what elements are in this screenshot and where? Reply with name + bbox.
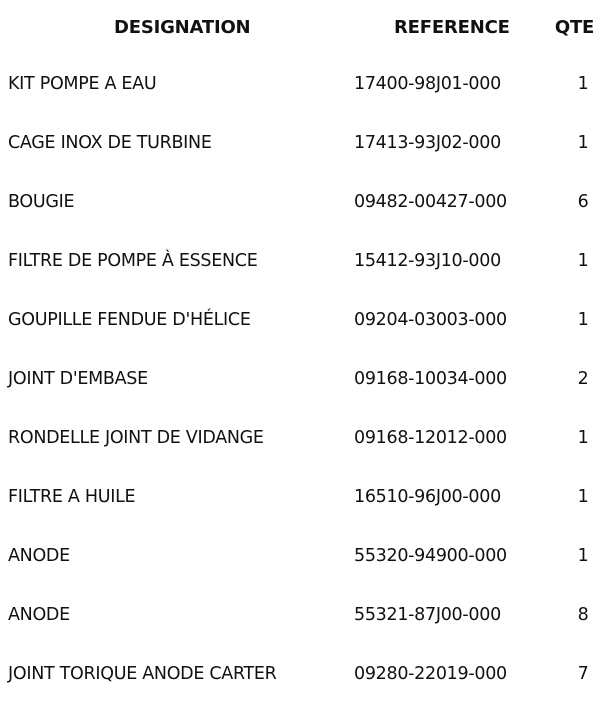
cell-designation: RONDELLE JOINT DE VIDANGE (8, 427, 264, 448)
table-row (0, 644, 600, 703)
cell-qte: 1 (577, 486, 589, 507)
table-row (0, 113, 600, 172)
cell-designation: JOINT TORIQUE ANODE CARTER (8, 663, 277, 684)
table-row (0, 467, 600, 526)
cell-qte: 1 (577, 250, 589, 271)
cell-reference: 09482-00427-000 (354, 191, 507, 212)
table-row (0, 231, 600, 290)
cell-designation: ANODE (8, 545, 70, 566)
column-header-qte: QTE (554, 16, 595, 38)
cell-designation: ANODE (8, 604, 70, 625)
cell-reference: 17413-93J02-000 (354, 132, 501, 153)
cell-designation: FILTRE DE POMPE À ESSENCE (8, 250, 258, 271)
table-row (0, 349, 600, 408)
table-row (0, 54, 600, 113)
cell-reference: 16510-96J00-000 (354, 486, 501, 507)
cell-designation: GOUPILLE FENDUE D'HÉLICE (8, 309, 251, 330)
cell-qte: 1 (577, 545, 589, 566)
cell-reference: 55321-87J00-000 (354, 604, 501, 625)
cell-qte: 1 (577, 427, 589, 448)
cell-designation: JOINT D'EMBASE (8, 368, 148, 389)
cell-qte: 7 (577, 663, 589, 684)
cell-qte: 8 (577, 604, 589, 625)
column-header-reference: REFERENCE (394, 16, 510, 38)
cell-reference: 17400-98J01-000 (354, 73, 501, 94)
table-row (0, 526, 600, 585)
column-header-designation: DESIGNATION (114, 16, 251, 38)
table-header-row (0, 0, 600, 54)
cell-reference: 09204-03003-000 (354, 309, 507, 330)
cell-qte: 1 (577, 132, 589, 153)
table-row (0, 408, 600, 467)
cell-reference: 09168-10034-000 (354, 368, 507, 389)
cell-qte: 1 (577, 309, 589, 330)
cell-reference: 55320-94900-000 (354, 545, 507, 566)
cell-designation: FILTRE A HUILE (8, 486, 136, 507)
cell-designation: CAGE INOX DE TURBINE (8, 132, 212, 153)
table-row (0, 172, 600, 231)
cell-reference: 09280-22019-000 (354, 663, 507, 684)
cell-designation: KIT POMPE A EAU (8, 73, 157, 94)
cell-reference: 09168-12012-000 (354, 427, 507, 448)
cell-reference: 15412-93J10-000 (354, 250, 501, 271)
cell-designation: BOUGIE (8, 191, 75, 212)
cell-qte: 2 (577, 368, 589, 389)
cell-qte: 1 (577, 73, 589, 94)
table-row (0, 585, 600, 644)
table-row (0, 290, 600, 349)
cell-qte: 6 (577, 191, 589, 212)
